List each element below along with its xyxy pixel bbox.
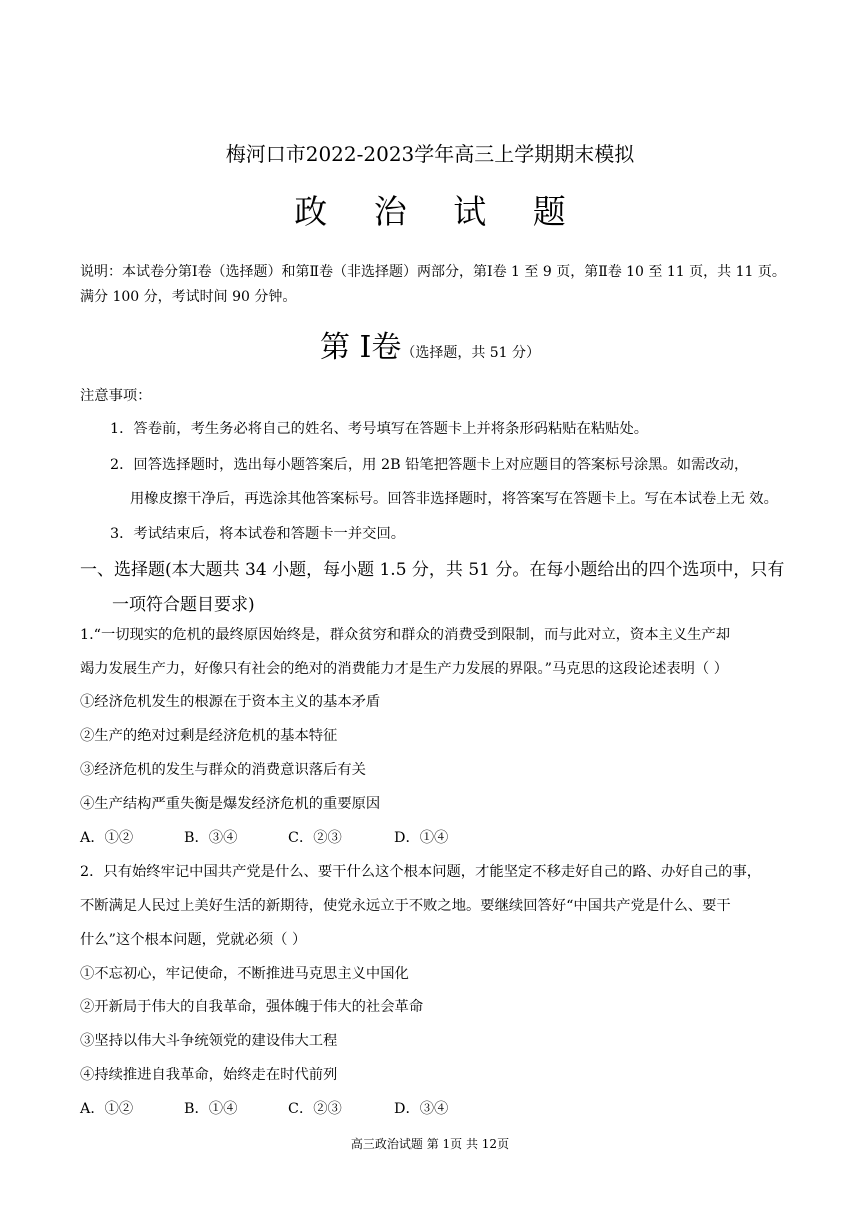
question-1-option-1: ①经济危机发生的根源在于资本主义的基本矛盾 xyxy=(80,694,381,710)
subject-title: 政 治 试 题 xyxy=(294,192,584,231)
question-2-option-4: ④持续推进自我革命，始终走在时代前列 xyxy=(80,1067,338,1083)
volume-title: 第 Ⅰ卷 xyxy=(319,330,402,365)
section-heading-continued: 一项符合题目要求) xyxy=(112,595,255,615)
section-heading: 一、选择题(本大题共 34 小题，每小题 1.5 分，共 51 分。在每小题给出的四个选项中，只有 xyxy=(80,560,785,580)
instructions-heading: 注意事项： xyxy=(80,388,152,404)
question-2-option-1: ①不忘初心，牢记使命，不断推进马克思主义中国化 xyxy=(80,966,409,982)
question-1-option-4: ④生产结构严重失衡是爆发经济危机的重要原因 xyxy=(80,796,381,812)
question-1-answer-d: D．①④ xyxy=(394,830,449,846)
question-1-answer-c: C．②③ xyxy=(288,830,342,846)
question-1-stem-line-1: 1.“一切现实的危机的最终原因始终是，群众贫穷和群众的消费受到限制，而与此对立，资本主义生产却 xyxy=(80,627,731,643)
instruction-item-1: 1．答卷前，考生务必将自己的姓名、考号填写在答题卡上并将条形码粘贴在粘贴处。 xyxy=(110,421,649,437)
instruction-item-2-continued: 用橡皮擦干净后，再选涂其他答案标号。回答非选择题时，将答案写在答题卡上。写在本试卷上无 效。 xyxy=(130,491,778,507)
question-2-stem-line-2: 不断满足人民过上美好生活的新期待，使党永远立于不败之地。要继续回答好“中国共产党是什么、要干 xyxy=(80,898,731,914)
instruction-item-3: 3．考试结束后，将本试卷和答题卡一并交回。 xyxy=(110,526,406,542)
question-1-answer-a: A．①② xyxy=(80,830,134,846)
question-1-answer-b: B．③④ xyxy=(184,830,238,846)
question-2-stem-line-3: 什么”这个根本问题，党就必须（ ） xyxy=(80,932,307,948)
volume-subtitle: （选择题，共 51 分） xyxy=(401,345,541,361)
question-2-stem-line-1: 2．只有始终牢记中国共产党是什么、要干什么这个根本问题，才能坚定不移走好自己的路、办好自己的事， xyxy=(80,864,762,880)
question-1-option-2: ②生产的绝对过剩是经济危机的基本特征 xyxy=(80,728,338,744)
volume-heading xyxy=(0,322,860,366)
question-1-option-3: ③经济危机的发生与群众的消费意识落后有关 xyxy=(80,762,366,778)
exam-description: 说明：本试卷分第Ⅰ卷（选择题）和第Ⅱ卷（非选择题）两部分，第Ⅰ卷 1 至 9 页，第Ⅱ卷 10 至 11 页，共 11 页。满分 100 分，考试时间 90 分钟。 xyxy=(80,264,786,305)
question-2-answer-a: A．①② xyxy=(80,1101,134,1117)
instruction-item-2: 2．回答选择题时，选出每小题答案后，用 2B 铅笔把答题卡上对应题目的答案标号涂黑。如需改动， xyxy=(110,457,749,473)
question-2-option-2: ②开新局于伟大的自我革命，强体魄于伟大的社会革命 xyxy=(80,999,424,1015)
question-2-answer-b: B．①④ xyxy=(184,1101,238,1117)
question-1-stem-line-2: 竭力发展生产力，好像只有社会的绝对的消费能力才是生产力发展的界限。”马克思的这段论述表明（ ） xyxy=(80,661,729,677)
question-2-answer-d: D．③④ xyxy=(394,1101,449,1117)
question-2-option-3: ③坚持以伟大斗争统领党的建设伟大工程 xyxy=(80,1033,338,1049)
page-footer: 高三政治试题 第 1页 共 12页 xyxy=(350,1137,510,1151)
exam-title: 梅河口市2022-2023学年高三上学期期末模拟 xyxy=(225,142,635,166)
question-2-answer-c: C．②③ xyxy=(288,1101,342,1117)
